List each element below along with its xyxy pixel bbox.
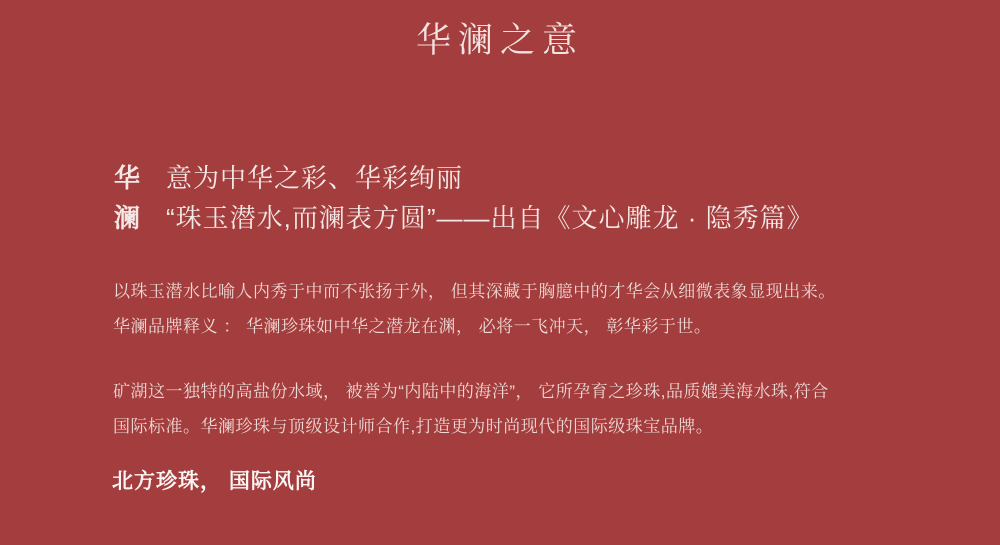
paragraph-line: 矿湖这一独特的高盐份水域， 被誉为“内陆中的海洋”， 它所孕育之珍珠,品质媲美海水珠,符合: [113, 382, 829, 401]
paragraph-pearl-quality: [113, 374, 913, 444]
brand-name-definition: [114, 158, 814, 238]
definition-row: [114, 158, 814, 198]
paragraph-line: 华澜品牌释义 ： 华澜珍珠如中华之潜龙在渊， 必将一飞冲天， 彰华彩于世。: [113, 317, 712, 336]
footer-slogan: 北方珍珠， 国际风尚: [112, 470, 317, 493]
definition-row: [114, 198, 814, 238]
paragraph-brand-meaning: [113, 274, 913, 344]
definition-text: “珠玉潜水,而澜表方圆”——出自《文心雕龙 · 隐秀篇》: [166, 203, 814, 233]
definition-term: 澜: [114, 203, 141, 233]
page-title: 华澜之意: [415, 21, 584, 60]
paragraph-line: 以珠玉潜水比喻人内秀于中而不张扬于外， 但其深藏于胸臆中的才华会从细微表象显现出来。: [113, 282, 836, 301]
definition-text: 意为中华之彩、华彩绚丽: [166, 163, 464, 193]
paragraph-line: 国际标准。华澜珍珠与顶级设计师合作,打造更为时尚现代的国际级珠宝品牌。: [113, 417, 714, 436]
definition-term: 华: [114, 163, 141, 193]
